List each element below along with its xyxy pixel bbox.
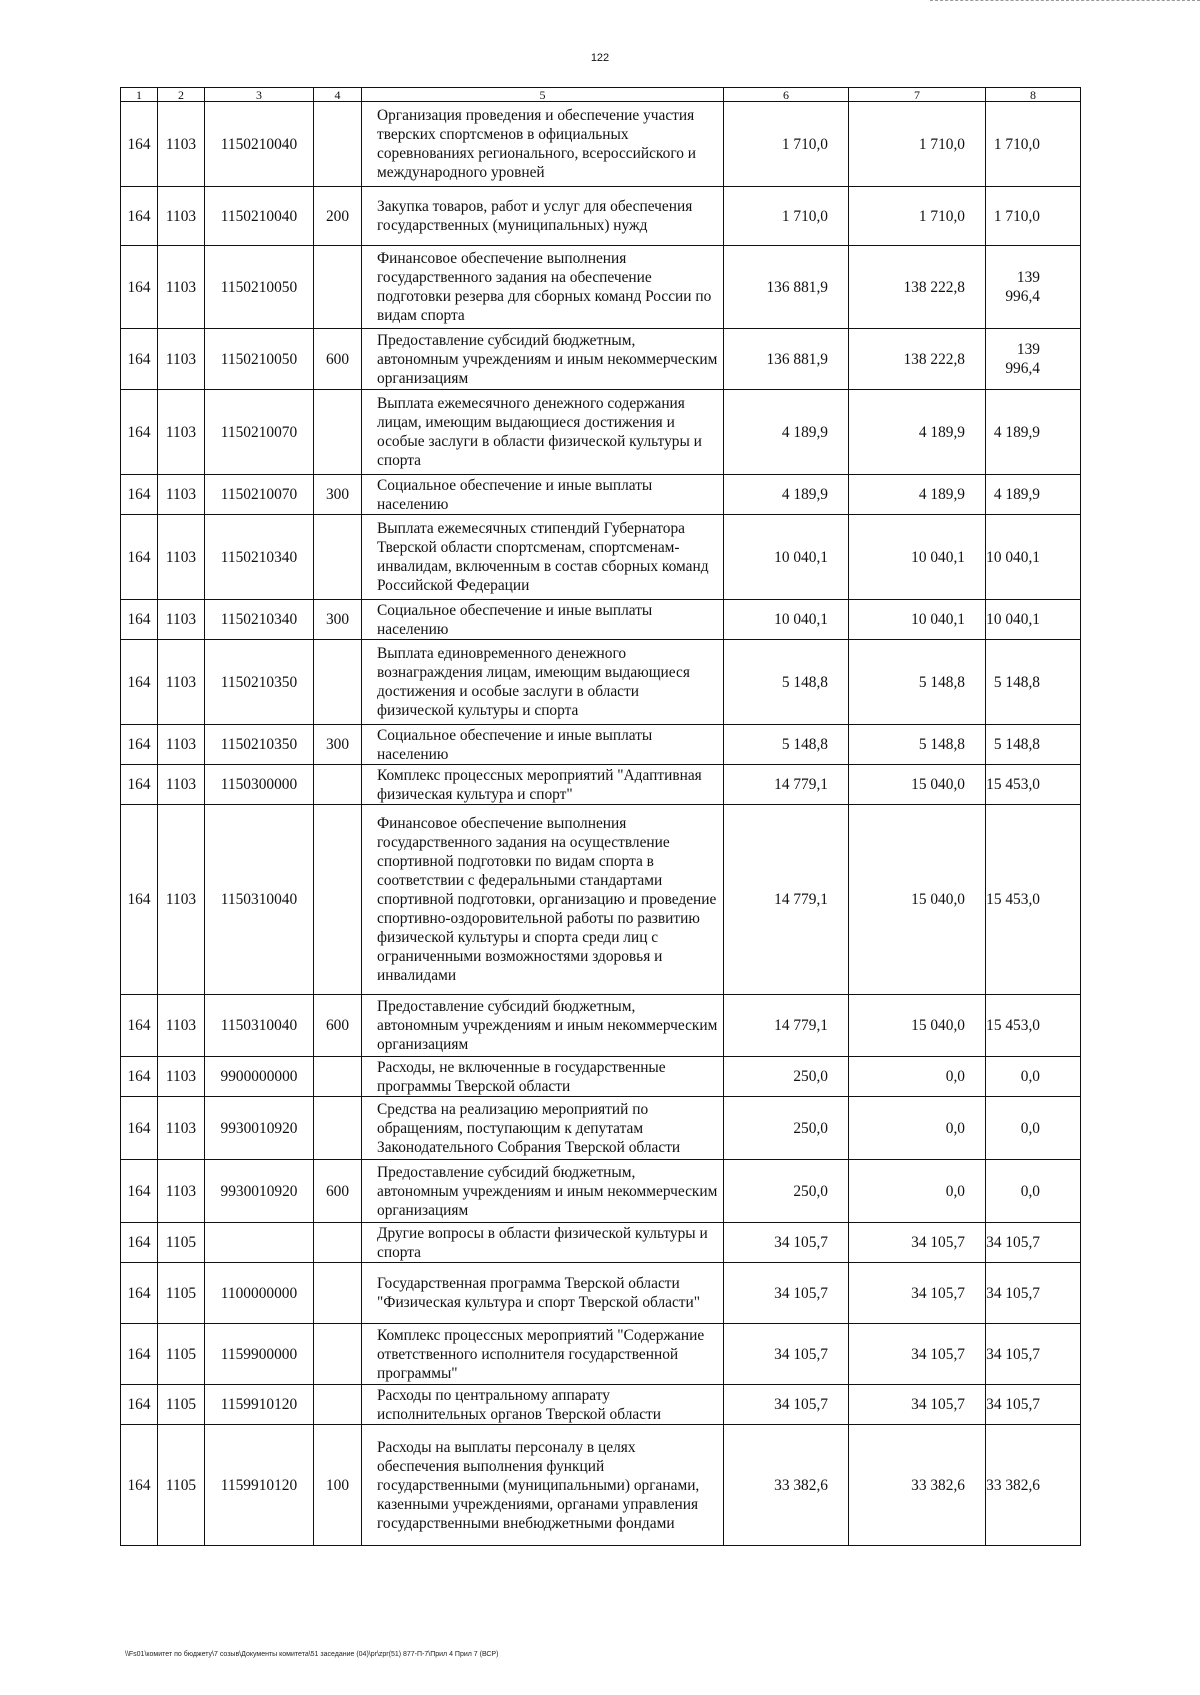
- cell-section-code: 1103: [158, 515, 205, 600]
- cell-target-code: 1150310040: [205, 805, 314, 995]
- cell-amount-year3: 34 105,7: [986, 1223, 1081, 1263]
- cell-amount-year1: 5 148,8: [724, 725, 849, 765]
- cell-amount-year1: 250,0: [724, 1097, 849, 1160]
- cell-amount-year2: 34 105,7: [849, 1263, 986, 1324]
- cell-amount-year1: 1 710,0: [724, 102, 849, 187]
- cell-amount-year1: 34 105,7: [724, 1263, 849, 1324]
- cell-amount-year2: 34 105,7: [849, 1223, 986, 1263]
- cell-description: Предоставление субсидий бюджетным, автономным учреждениям и иным некоммерческим организациям: [362, 995, 724, 1057]
- cell-amount-year1: 14 779,1: [724, 995, 849, 1057]
- table-row: [121, 246, 1081, 329]
- cell-target-code: 9930010920: [205, 1097, 314, 1160]
- cell-section-code: 1103: [158, 1057, 205, 1097]
- cell-expense-type: 300: [314, 600, 362, 640]
- table-row: [121, 515, 1081, 600]
- cell-amount-year1: 34 105,7: [724, 1223, 849, 1263]
- cell-expense-type: 300: [314, 475, 362, 515]
- cell-description: Предоставление субсидий бюджетным, автономным учреждениям и иным некоммерческим организациям: [362, 1160, 724, 1223]
- cell-section-code: 1103: [158, 765, 205, 805]
- table-row: [121, 1057, 1081, 1097]
- table-row: [121, 1385, 1081, 1425]
- cell-section-code: 1103: [158, 187, 205, 246]
- cell-target-code: 1150210340: [205, 515, 314, 600]
- cell-description: Финансовое обеспечение выполнения государственного задания на осуществление спортивной подготовки по видам спорта в соответствии с федеральными стандартами спортивной подготовки, организацию и проведение спортивно-оздоровительной работы по развитию физической культуры и спорта среди лиц с ограниченными возможностями здоровья и инвалидами: [362, 805, 724, 995]
- table-row: [121, 329, 1081, 390]
- cell-expense-type: [314, 515, 362, 600]
- column-number-row: [121, 88, 1081, 102]
- table-row: [121, 390, 1081, 475]
- cell-section-code: 1105: [158, 1385, 205, 1425]
- col-header: 7: [849, 88, 986, 102]
- cell-target-code: 1159900000: [205, 1324, 314, 1385]
- cell-target-code: 1150210050: [205, 329, 314, 390]
- cell-amount-year3: 15 453,0: [986, 765, 1081, 805]
- cell-amount-year3: 4 189,9: [986, 475, 1081, 515]
- table-row: [121, 1263, 1081, 1324]
- col-header: 6: [724, 88, 849, 102]
- cell-admin-code: 164: [121, 329, 158, 390]
- cell-target-code: [205, 1223, 314, 1263]
- cell-expense-type: [314, 1097, 362, 1160]
- cell-expense-type: 100: [314, 1425, 362, 1546]
- cell-amount-year3: 34 105,7: [986, 1263, 1081, 1324]
- cell-expense-type: [314, 1385, 362, 1425]
- table-body: [121, 102, 1081, 1546]
- cell-expense-type: [314, 1324, 362, 1385]
- cell-description: Социальное обеспечение и иные выплаты населению: [362, 725, 724, 765]
- cell-section-code: 1105: [158, 1263, 205, 1324]
- cell-amount-year1: 34 105,7: [724, 1385, 849, 1425]
- cell-admin-code: 164: [121, 102, 158, 187]
- col-header: 2: [158, 88, 205, 102]
- table-row: [121, 805, 1081, 995]
- col-header: 1: [121, 88, 158, 102]
- cell-section-code: 1103: [158, 390, 205, 475]
- cell-amount-year3: 5 148,8: [986, 725, 1081, 765]
- cell-admin-code: 164: [121, 475, 158, 515]
- cell-amount-year2: 138 222,8: [849, 329, 986, 390]
- cell-admin-code: 164: [121, 187, 158, 246]
- cell-description: Комплекс процессных мероприятий "Содержание ответственного исполнителя государственной программы": [362, 1324, 724, 1385]
- cell-target-code: 1150210040: [205, 187, 314, 246]
- table-row: [121, 995, 1081, 1057]
- cell-amount-year1: 136 881,9: [724, 329, 849, 390]
- cell-amount-year1: 34 105,7: [724, 1324, 849, 1385]
- cell-description: Предоставление субсидий бюджетным, автономным учреждениям и иным некоммерческим организациям: [362, 329, 724, 390]
- cell-admin-code: 164: [121, 390, 158, 475]
- cell-admin-code: 164: [121, 1324, 158, 1385]
- cell-section-code: 1103: [158, 1097, 205, 1160]
- cell-amount-year2: 15 040,0: [849, 805, 986, 995]
- cell-amount-year3: 34 105,7: [986, 1385, 1081, 1425]
- cell-amount-year3: 4 189,9: [986, 390, 1081, 475]
- cell-amount-year3: 33 382,6: [986, 1425, 1081, 1546]
- cell-description: Комплекс процессных мероприятий "Адаптивная физическая культура и спорт": [362, 765, 724, 805]
- cell-section-code: 1103: [158, 995, 205, 1057]
- cell-description: Организация проведения и обеспечение участия тверских спортсменов в официальных соревнованиях регионального, всероссийского и международного уровней: [362, 102, 724, 187]
- cell-admin-code: 164: [121, 1097, 158, 1160]
- cell-amount-year3: 10 040,1: [986, 600, 1081, 640]
- cell-amount-year3: 34 105,7: [986, 1324, 1081, 1385]
- cell-description: Выплата ежемесячных стипендий Губернатора Тверской области спортсменам, спортсменам-инвалидам, включенным в состав сборных команд Российской Федерации: [362, 515, 724, 600]
- cell-target-code: 1159910120: [205, 1425, 314, 1546]
- cell-expense-type: [314, 1057, 362, 1097]
- cell-description: Социальное обеспечение и иные выплаты населению: [362, 475, 724, 515]
- cell-admin-code: 164: [121, 1263, 158, 1324]
- cell-amount-year2: 0,0: [849, 1160, 986, 1223]
- cell-target-code: 1150210350: [205, 640, 314, 725]
- cell-target-code: 1150310040: [205, 995, 314, 1057]
- cell-description: Другие вопросы в области физической культуры и спорта: [362, 1223, 724, 1263]
- cell-amount-year3: 15 453,0: [986, 805, 1081, 995]
- cell-expense-type: [314, 390, 362, 475]
- cell-admin-code: 164: [121, 765, 158, 805]
- cell-expense-type: 200: [314, 187, 362, 246]
- cell-description: Расходы по центральному аппарату исполнительных органов Тверской области: [362, 1385, 724, 1425]
- cell-section-code: 1103: [158, 475, 205, 515]
- cell-section-code: 1103: [158, 1160, 205, 1223]
- cell-admin-code: 164: [121, 515, 158, 600]
- cell-admin-code: 164: [121, 1385, 158, 1425]
- cell-amount-year3: 1 710,0: [986, 102, 1081, 187]
- table-row: [121, 1097, 1081, 1160]
- cell-expense-type: [314, 1223, 362, 1263]
- cell-section-code: 1103: [158, 600, 205, 640]
- cell-target-code: 1150210040: [205, 102, 314, 187]
- cell-admin-code: 164: [121, 1160, 158, 1223]
- cell-amount-year1: 10 040,1: [724, 515, 849, 600]
- table-row: [121, 765, 1081, 805]
- cell-amount-year2: 0,0: [849, 1097, 986, 1160]
- cell-admin-code: 164: [121, 1425, 158, 1546]
- cell-target-code: 9930010920: [205, 1160, 314, 1223]
- cell-expense-type: 600: [314, 995, 362, 1057]
- cell-amount-year3: 5 148,8: [986, 640, 1081, 725]
- cell-amount-year3: 0,0: [986, 1057, 1081, 1097]
- cell-target-code: 1150210070: [205, 475, 314, 515]
- cell-amount-year1: 250,0: [724, 1160, 849, 1223]
- cell-description: Выплата единовременного денежного вознаграждения лицам, имеющим выдающиеся достижения и особые заслуги в области физической культуры и спорта: [362, 640, 724, 725]
- cell-section-code: 1105: [158, 1425, 205, 1546]
- cell-amount-year1: 10 040,1: [724, 600, 849, 640]
- cell-admin-code: 164: [121, 246, 158, 329]
- cell-description: Расходы на выплаты персоналу в целях обеспечения выполнения функций государственными (муниципальными) органами, казенными учреждениями, органами управления государственными внебюджетными фондами: [362, 1425, 724, 1546]
- budget-table: [120, 87, 1081, 1546]
- cell-amount-year1: 1 710,0: [724, 187, 849, 246]
- table-row: [121, 1160, 1081, 1223]
- col-header: 8: [986, 88, 1081, 102]
- page-number: 122: [590, 52, 610, 64]
- cell-admin-code: 164: [121, 805, 158, 995]
- cell-amount-year1: 14 779,1: [724, 765, 849, 805]
- table-row: [121, 102, 1081, 187]
- cell-amount-year2: 15 040,0: [849, 765, 986, 805]
- cell-description: Выплата ежемесячного денежного содержания лицам, имеющим выдающиеся достижения и особые заслуги в области физической культуры и спорта: [362, 390, 724, 475]
- cell-amount-year1: 14 779,1: [724, 805, 849, 995]
- cell-amount-year1: 5 148,8: [724, 640, 849, 725]
- cell-amount-year2: 4 189,9: [849, 475, 986, 515]
- cell-amount-year2: 34 105,7: [849, 1324, 986, 1385]
- table-row: [121, 600, 1081, 640]
- cell-expense-type: 300: [314, 725, 362, 765]
- cell-section-code: 1103: [158, 805, 205, 995]
- table-row: [121, 475, 1081, 515]
- cell-expense-type: 600: [314, 329, 362, 390]
- cell-description: Финансовое обеспечение выполнения государственного задания на обеспечение подготовки резерва для сборных команд России по видам спорта: [362, 246, 724, 329]
- cell-expense-type: 600: [314, 1160, 362, 1223]
- cell-amount-year2: 10 040,1: [849, 600, 986, 640]
- top-border-line: [930, 0, 1200, 2]
- col-header: 3: [205, 88, 314, 102]
- cell-admin-code: 164: [121, 1057, 158, 1097]
- cell-expense-type: [314, 102, 362, 187]
- cell-amount-year3: 15 453,0: [986, 995, 1081, 1057]
- cell-target-code: 1150210050: [205, 246, 314, 329]
- cell-amount-year2: 1 710,0: [849, 102, 986, 187]
- table-row: [121, 1324, 1081, 1385]
- cell-description: Социальное обеспечение и иные выплаты населению: [362, 600, 724, 640]
- cell-admin-code: 164: [121, 600, 158, 640]
- cell-target-code: 1150210350: [205, 725, 314, 765]
- cell-admin-code: 164: [121, 995, 158, 1057]
- cell-description: Закупка товаров, работ и услуг для обеспечения государственных (муниципальных) нужд: [362, 187, 724, 246]
- cell-expense-type: [314, 640, 362, 725]
- cell-section-code: 1103: [158, 725, 205, 765]
- table-row: [121, 725, 1081, 765]
- cell-amount-year2: 5 148,8: [849, 725, 986, 765]
- cell-amount-year3: 139 996,4: [986, 329, 1081, 390]
- cell-target-code: 1159910120: [205, 1385, 314, 1425]
- cell-amount-year2: 33 382,6: [849, 1425, 986, 1546]
- cell-section-code: 1103: [158, 640, 205, 725]
- cell-amount-year2: 5 148,8: [849, 640, 986, 725]
- table-row: [121, 1223, 1081, 1263]
- cell-amount-year2: 34 105,7: [849, 1385, 986, 1425]
- table-row: [121, 1425, 1081, 1546]
- cell-amount-year1: 136 881,9: [724, 246, 849, 329]
- col-header: 4: [314, 88, 362, 102]
- cell-amount-year3: 10 040,1: [986, 515, 1081, 600]
- cell-section-code: 1105: [158, 1324, 205, 1385]
- cell-admin-code: 164: [121, 725, 158, 765]
- cell-description: Государственная программа Тверской области "Физическая культура и спорт Тверской области": [362, 1263, 724, 1324]
- file-path-footer: \\Fs01\комитет по бюджету\7 созыв\Документы комитета\51 заседание (04)\pr\zpr(51) 877-П-7\Прил 4 Прил 7 (ВСР): [125, 1651, 499, 1658]
- cell-amount-year3: 0,0: [986, 1097, 1081, 1160]
- cell-section-code: 1103: [158, 102, 205, 187]
- table-row: [121, 640, 1081, 725]
- cell-section-code: 1103: [158, 246, 205, 329]
- cell-amount-year2: 0,0: [849, 1057, 986, 1097]
- cell-target-code: 1150210070: [205, 390, 314, 475]
- cell-amount-year1: 33 382,6: [724, 1425, 849, 1546]
- cell-amount-year2: 10 040,1: [849, 515, 986, 600]
- cell-target-code: 1150210340: [205, 600, 314, 640]
- cell-target-code: 9900000000: [205, 1057, 314, 1097]
- cell-amount-year2: 138 222,8: [849, 246, 986, 329]
- cell-description: Средства на реализацию мероприятий по обращениям, поступающим к депутатам Законодательного Собрания Тверской области: [362, 1097, 724, 1160]
- cell-admin-code: 164: [121, 1223, 158, 1263]
- cell-expense-type: [314, 1263, 362, 1324]
- cell-amount-year1: 250,0: [724, 1057, 849, 1097]
- cell-amount-year1: 4 189,9: [724, 390, 849, 475]
- cell-section-code: 1103: [158, 329, 205, 390]
- cell-target-code: 1100000000: [205, 1263, 314, 1324]
- cell-admin-code: 164: [121, 640, 158, 725]
- cell-amount-year2: 4 189,9: [849, 390, 986, 475]
- cell-target-code: 1150300000: [205, 765, 314, 805]
- cell-amount-year3: 139 996,4: [986, 246, 1081, 329]
- cell-amount-year3: 0,0: [986, 1160, 1081, 1223]
- cell-description: Расходы, не включенные в государственные программы Тверской области: [362, 1057, 724, 1097]
- cell-section-code: 1105: [158, 1223, 205, 1263]
- cell-expense-type: [314, 246, 362, 329]
- cell-amount-year2: 1 710,0: [849, 187, 986, 246]
- cell-expense-type: [314, 765, 362, 805]
- cell-amount-year1: 4 189,9: [724, 475, 849, 515]
- table-row: [121, 187, 1081, 246]
- cell-amount-year3: 1 710,0: [986, 187, 1081, 246]
- cell-amount-year2: 15 040,0: [849, 995, 986, 1057]
- cell-expense-type: [314, 805, 362, 995]
- col-header: 5: [362, 88, 724, 102]
